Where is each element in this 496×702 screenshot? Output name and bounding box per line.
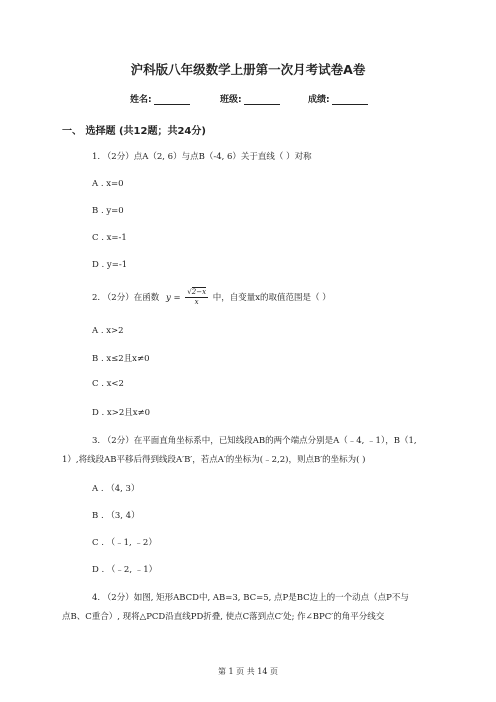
question-2-stem [92, 288, 331, 307]
document-title: 沪科版八年级数学上册第一次月考试卷A卷 [130, 62, 366, 77]
function-fraction [185, 288, 208, 307]
page-footer: 第 1 页 共 14 页 [218, 667, 278, 676]
name-label: 姓名: [130, 95, 152, 105]
question-4-stem-line-1: 4. （2分）如图, 矩形ABCD中, AB=3, BC=5, 点P是BC边上的一个动点（点P不与 [92, 593, 409, 603]
question-1-stem: 1. （2分）点A（2, 6）与点B（-4, 6）关于直线（ ）对称 [92, 152, 312, 162]
question-2-stem-after: 中，自变量x的取值范围是（ ） [212, 293, 331, 303]
name-blank [154, 95, 190, 105]
sqrt-symbol: √ [187, 288, 192, 296]
class-field [220, 92, 280, 105]
score-field [308, 92, 368, 105]
fraction-numerator [185, 288, 208, 298]
question-1-option-a: A . x=0 [92, 179, 124, 189]
question-1-option-c: C . x=-1 [92, 233, 127, 243]
question-3-stem-line-1: 3. （2分）在平面直角坐标系中，已知线段AB的两个端点分别是A（﹣4, ﹣1），B（1, [92, 436, 417, 446]
question-1-option-b: B . y=0 [92, 206, 124, 216]
function-lhs: y = [165, 293, 181, 303]
question-2-option-d: D . x>2且x≠0 [92, 408, 151, 418]
question-3-option-d: D . （﹣2, ﹣1） [92, 565, 158, 575]
question-3-stem-line-2: 1）,将线段AB平移后得到线段A′B′，若点A′的坐标为(﹣2,2)，则点B′的坐标为( ) [62, 455, 366, 465]
question-4-stem-line-2: 点B、C重合）, 现将△PCD沿直线PD折叠, 使点C落到点C′处; 作∠BPC′的角平分线交 [62, 612, 385, 622]
question-3-option-a: A . （4, 3） [92, 484, 140, 494]
question-2-stem-before: 2. （2分）在函数 [92, 293, 160, 303]
class-label: 班级: [220, 95, 242, 105]
question-1-option-d: D . y=-1 [92, 260, 128, 270]
name-field [130, 92, 190, 105]
question-3-option-c: C . （﹣1, ﹣2） [92, 538, 157, 548]
question-2-option-b: B . x≤2且x≠0 [92, 354, 150, 364]
question-3-option-b: B . （3, 4） [92, 511, 140, 521]
question-2-option-c: C . x<2 [92, 379, 124, 389]
section-heading: 一、 选择题 (共12题；共24分) [62, 126, 206, 137]
question-2-option-a: A . x>2 [92, 326, 124, 336]
score-blank [332, 95, 368, 105]
fraction-denominator: x [194, 298, 199, 306]
class-blank [244, 95, 280, 105]
radicand: 2−x [191, 288, 207, 296]
score-label: 成绩: [308, 95, 330, 105]
